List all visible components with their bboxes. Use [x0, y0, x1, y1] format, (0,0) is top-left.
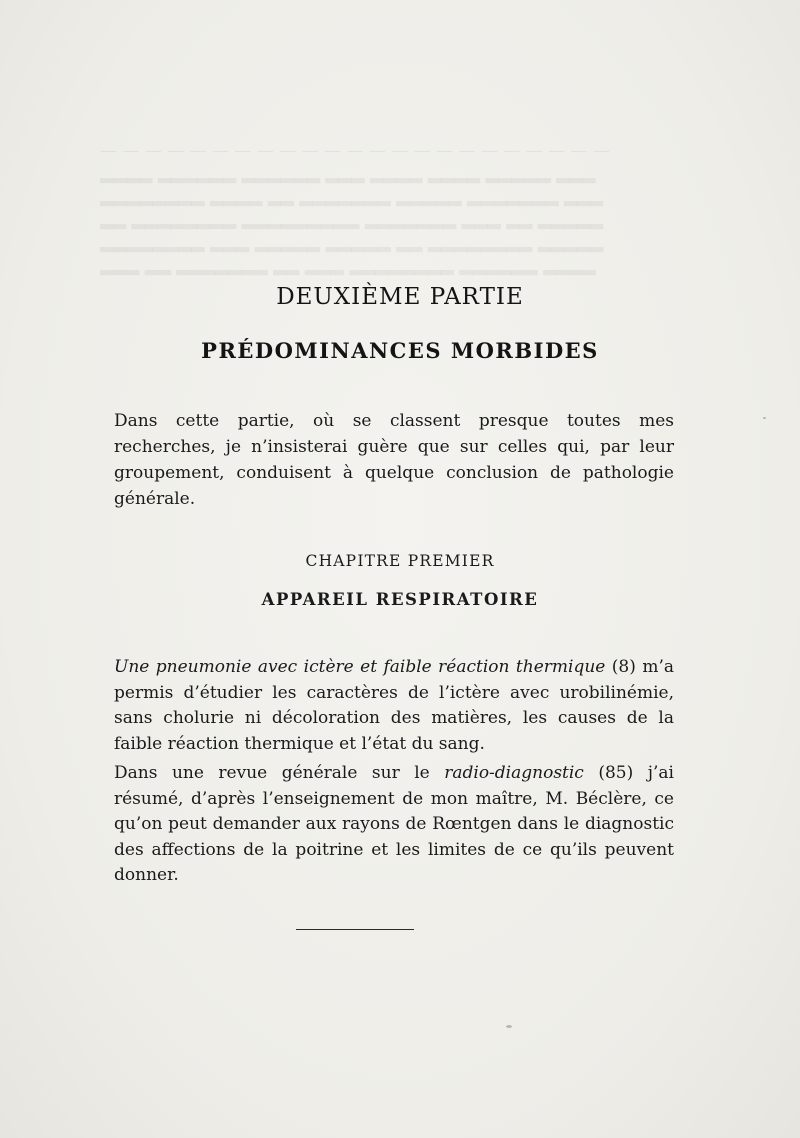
chapter-label: CHAPITRE PREMIER	[305, 552, 495, 570]
part-subtitle: PRÉDOMINANCES MORBIDES	[201, 338, 599, 363]
paragraph-radio-lead: Dans une revue générale sur le	[114, 763, 445, 783]
paragraph-radio-text: (85) j’ai résumé, d’après l’enseignement de mon maître, M. Béclère, ce qu’on peut demander aux rayons de Rœntgen dans le diagnostic des affections de la poitrine et les limites de ce qu’ils peuvent donner.	[114, 763, 674, 885]
chapter-body	[114, 655, 674, 893]
italic-radio-diagnostic: radio-diagnostic	[444, 763, 584, 783]
paragraph-pneumonie-text: (8) m’a permis d’étudier les caractères de l’ictère avec urobilinémie, sans cholurie ni décoloration des matières, les causes de la faible réaction thermique et l’état du sang.	[114, 657, 674, 754]
italic-pneumonie-title: Une pneumonie avec ictère et faible réaction thermique	[114, 657, 606, 677]
bleed-through-texture: — — — — — — — — — — — — — — — — — — — — — — — ▂▂▂▂ ▂▂▂▂▂▂ ▂▂▂▂▂▂ ▂▂▂ ▂▂▂▂ ▂▂▂▂ ▂▂▂▂▂ ▂▂▂ ▂▂▂▂▂▂▂▂ ▂▂▂▂ ▂▂ ▂▂▂▂▂▂▂ ▂▂▂▂▂ ▂▂▂▂▂▂▂ ▂▂▂ ▂▂ ▂▂▂▂▂▂▂▂ ▂▂▂▂▂▂▂▂▂ ▂▂▂▂▂▂▂ ▂▂▂ ▂▂ ▂▂▂▂▂ ▂▂▂▂▂▂▂▂ ▂▂▂ ▂▂▂▂▂ ▂▂▂▂▂ ▂▂ ▂▂▂▂▂▂▂▂ ▂▂▂▂▂ ▂▂▂ ▂▂ ▂▂▂▂▂▂▂ ▂▂ ▂▂▂ ▂▂▂▂▂▂▂▂ ▂▂▂▂▂▂ ▂▂▂▂	[100, 141, 610, 276]
intro-paragraph: Dans cette partie, où se classent presque toutes mes recherches, je n’insisterai guère que sur celles qui, par leur groupement, conduisent à quelque conclusion de pathologie générale.	[114, 411, 674, 509]
paragraph-radio-diagnostic	[114, 761, 674, 889]
part-title: DEUXIÈME PARTIE	[276, 284, 524, 310]
chapter-title: APPAREIL RESPIRATOIRE	[261, 590, 539, 609]
paragraph-pneumonie	[114, 655, 674, 757]
section-divider	[296, 929, 414, 930]
paper-speck	[506, 1025, 512, 1028]
paper-speck	[763, 417, 766, 419]
